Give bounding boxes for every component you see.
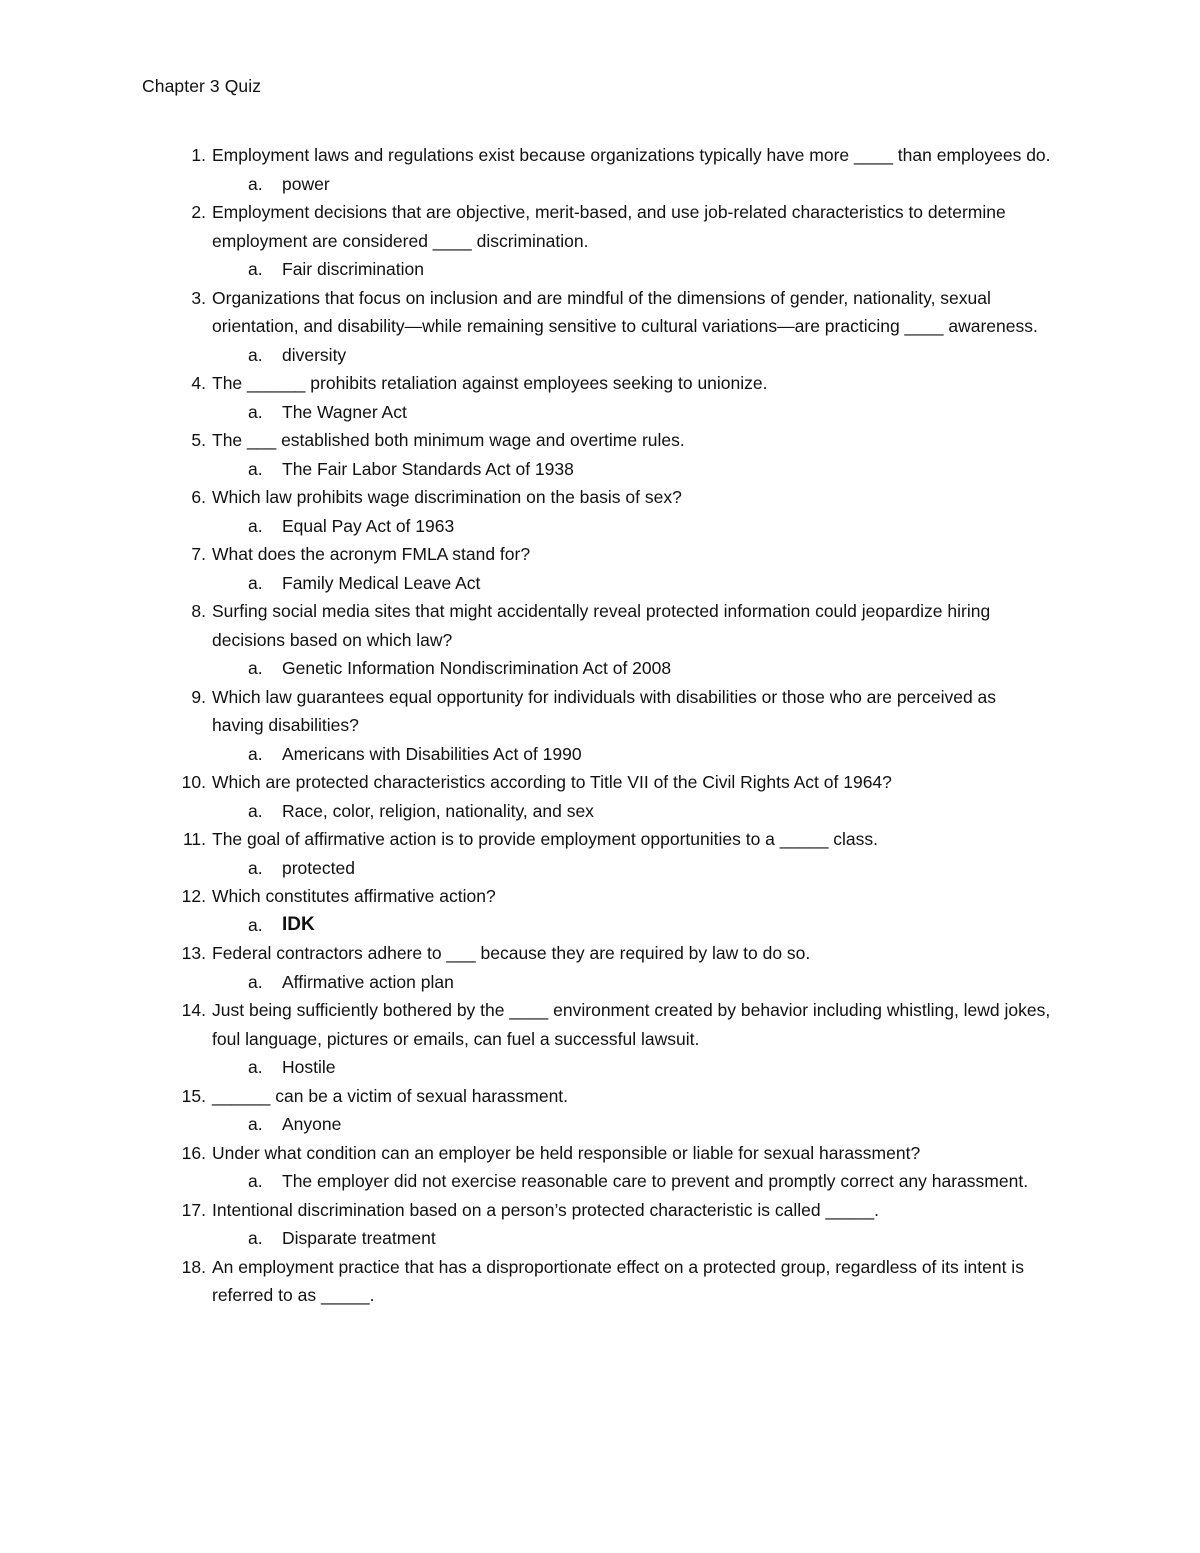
answer-letter: a. bbox=[248, 344, 263, 365]
question-item bbox=[142, 540, 1052, 597]
answer-letter: a. bbox=[248, 401, 263, 422]
question-text: Which constitutes affirmative action? bbox=[212, 886, 496, 906]
question-item bbox=[142, 1196, 1052, 1253]
question-list bbox=[142, 141, 1052, 1310]
answer-text: Fair discrimination bbox=[282, 259, 424, 279]
answer-text: diversity bbox=[282, 344, 347, 365]
question-text: Just being sufficiently bothered by the ____ environment created by behavior including whistling, lewd jokes, foul language, pictures or emails, can fuel a successful lawsuit. bbox=[212, 1000, 1051, 1049]
answer-letter: a. bbox=[248, 971, 263, 992]
answer-text: Affirmative action plan bbox=[282, 971, 454, 992]
answer-text: Disparate treatment bbox=[282, 1228, 436, 1248]
question-text: ______ can be a victim of sexual harassment. bbox=[212, 1085, 569, 1106]
answer-letter: a. bbox=[248, 800, 263, 821]
question-text: Intentional discrimination based on a person’s protected characteristic is called _____. bbox=[212, 1199, 880, 1220]
answer-text: Family Medical Leave Act bbox=[282, 572, 481, 593]
question-item bbox=[142, 1139, 1052, 1196]
question-text: Which law guarantees equal opportunity for individuals with disabilities or those who are perceived as having disabilities? bbox=[212, 686, 997, 735]
answer-row bbox=[212, 1167, 1052, 1196]
question-number: 11. bbox=[182, 829, 206, 849]
question-item bbox=[142, 882, 1052, 939]
question-number: 15. bbox=[181, 1085, 206, 1106]
question-item bbox=[142, 683, 1052, 769]
question-text: The ______ prohibits retaliation against employees seeking to unionize. bbox=[212, 373, 768, 393]
question-text: Organizations that focus on inclusion and are mindful of the dimensions of gender, nationality, sexual orientation, and disability—while remaining sensitive to cultural variations—are practicing ____ awareness. bbox=[212, 287, 1038, 336]
question-item bbox=[142, 597, 1052, 683]
answer-letter: a. bbox=[248, 515, 263, 536]
question-text: Which are protected characteristics according to Title VII of the Civil Rights Act of 1964? bbox=[212, 772, 892, 792]
question-text: The goal of affirmative action is to provide employment opportunities to a _____ class. bbox=[212, 829, 879, 849]
answer-row bbox=[212, 968, 1052, 997]
question-number: 5. bbox=[191, 430, 206, 450]
answer-letter: a. bbox=[248, 914, 263, 935]
answer-text: Hostile bbox=[282, 1057, 336, 1077]
question-number: 6. bbox=[191, 487, 206, 507]
question-item bbox=[142, 426, 1052, 483]
question-text: Employment laws and regulations exist because organizations typically have more ____ than employees do. bbox=[212, 145, 1051, 165]
answer-text: The Wagner Act bbox=[282, 401, 407, 422]
question-text: Surfing social media sites that might accidentally reveal protected information could jeopardize hiring decisions based on which law? bbox=[212, 601, 991, 650]
question-text: An employment practice that has a disproportionate effect on a protected group, regardless of its intent is referred to as _____. bbox=[212, 1256, 1024, 1305]
question-item bbox=[142, 996, 1052, 1082]
question-item bbox=[142, 369, 1052, 426]
answer-text: IDK bbox=[282, 913, 315, 935]
answer-row bbox=[212, 740, 1052, 769]
answer-letter: a. bbox=[248, 1114, 263, 1134]
question-item bbox=[142, 198, 1052, 284]
answer-text: Anyone bbox=[282, 1114, 342, 1134]
answer-row bbox=[212, 170, 1052, 199]
answer-text: Genetic Information Nondiscrimination Act of 2008 bbox=[282, 658, 672, 678]
question-text: What does the acronym FMLA stand for? bbox=[212, 544, 531, 564]
answer-text: The employer did not exercise reasonable care to prevent and promptly correct any harassment. bbox=[282, 1171, 1029, 1191]
answer-text: Americans with Disabilities Act of 1990 bbox=[282, 743, 582, 764]
answer-text: Race, color, religion, nationality, and sex bbox=[282, 800, 594, 821]
answer-letter: a. bbox=[248, 1228, 263, 1248]
question-number: 10. bbox=[181, 772, 206, 792]
question-number: 12. bbox=[181, 886, 206, 906]
question-text: Federal contractors adhere to ___ because they are required by law to do so. bbox=[212, 943, 811, 963]
answer-row bbox=[212, 341, 1052, 370]
answer-row bbox=[212, 797, 1052, 826]
question-number: 4. bbox=[191, 373, 206, 393]
answer-letter: a. bbox=[248, 458, 263, 479]
answer-text: power bbox=[282, 173, 330, 194]
question-item bbox=[142, 141, 1052, 198]
answer-row bbox=[212, 255, 1052, 284]
answer-letter: a. bbox=[248, 743, 263, 764]
answer-letter: a. bbox=[248, 173, 263, 194]
question-number: 1. bbox=[191, 145, 206, 165]
question-number: 7. bbox=[191, 544, 206, 564]
answer-row bbox=[212, 455, 1052, 484]
question-number: 13. bbox=[181, 943, 206, 963]
answer-letter: a. bbox=[248, 658, 263, 678]
question-item bbox=[142, 825, 1052, 882]
question-number: 14. bbox=[181, 1000, 206, 1020]
question-number: 3. bbox=[191, 287, 206, 308]
question-number: 17. bbox=[181, 1199, 206, 1220]
answer-row bbox=[212, 569, 1052, 598]
question-text: The ___ established both minimum wage and overtime rules. bbox=[212, 430, 685, 450]
answer-row bbox=[212, 398, 1052, 427]
question-item bbox=[142, 768, 1052, 825]
answer-text: Equal Pay Act of 1963 bbox=[282, 515, 455, 536]
answer-letter: a. bbox=[248, 1171, 263, 1191]
answer-row bbox=[212, 1110, 1052, 1139]
answer-row bbox=[212, 1053, 1052, 1082]
page-title: Chapter 3 Quiz bbox=[142, 76, 262, 96]
answer-letter: a. bbox=[248, 1057, 263, 1077]
question-number: 9. bbox=[191, 686, 206, 707]
answer-letter: a. bbox=[248, 572, 263, 593]
answer-text: protected bbox=[282, 857, 355, 878]
answer-row bbox=[212, 854, 1052, 883]
answer-row bbox=[212, 1224, 1052, 1253]
question-item bbox=[142, 939, 1052, 996]
question-item bbox=[142, 483, 1052, 540]
answer-row bbox=[212, 654, 1052, 683]
answer-letter: a. bbox=[248, 857, 263, 878]
question-number: 16. bbox=[181, 1142, 206, 1163]
question-text: Under what condition can an employer be held responsible or liable for sexual harassment? bbox=[212, 1142, 921, 1163]
question-number: 18. bbox=[181, 1256, 206, 1277]
answer-letter: a. bbox=[248, 259, 263, 279]
question-item bbox=[142, 1082, 1052, 1139]
question-number: 8. bbox=[191, 601, 206, 621]
question-item bbox=[142, 284, 1052, 370]
answer-row bbox=[212, 911, 1052, 940]
answer-text: The Fair Labor Standards Act of 1938 bbox=[282, 458, 574, 479]
question-text: Which law prohibits wage discrimination on the basis of sex? bbox=[212, 487, 682, 507]
question-number: 2. bbox=[191, 202, 206, 222]
question-text: Employment decisions that are objective, merit-based, and use job-related characteristics to determine employment are considered ____ discrimination. bbox=[212, 202, 1006, 251]
question-item bbox=[142, 1253, 1052, 1310]
answer-row bbox=[212, 512, 1052, 541]
